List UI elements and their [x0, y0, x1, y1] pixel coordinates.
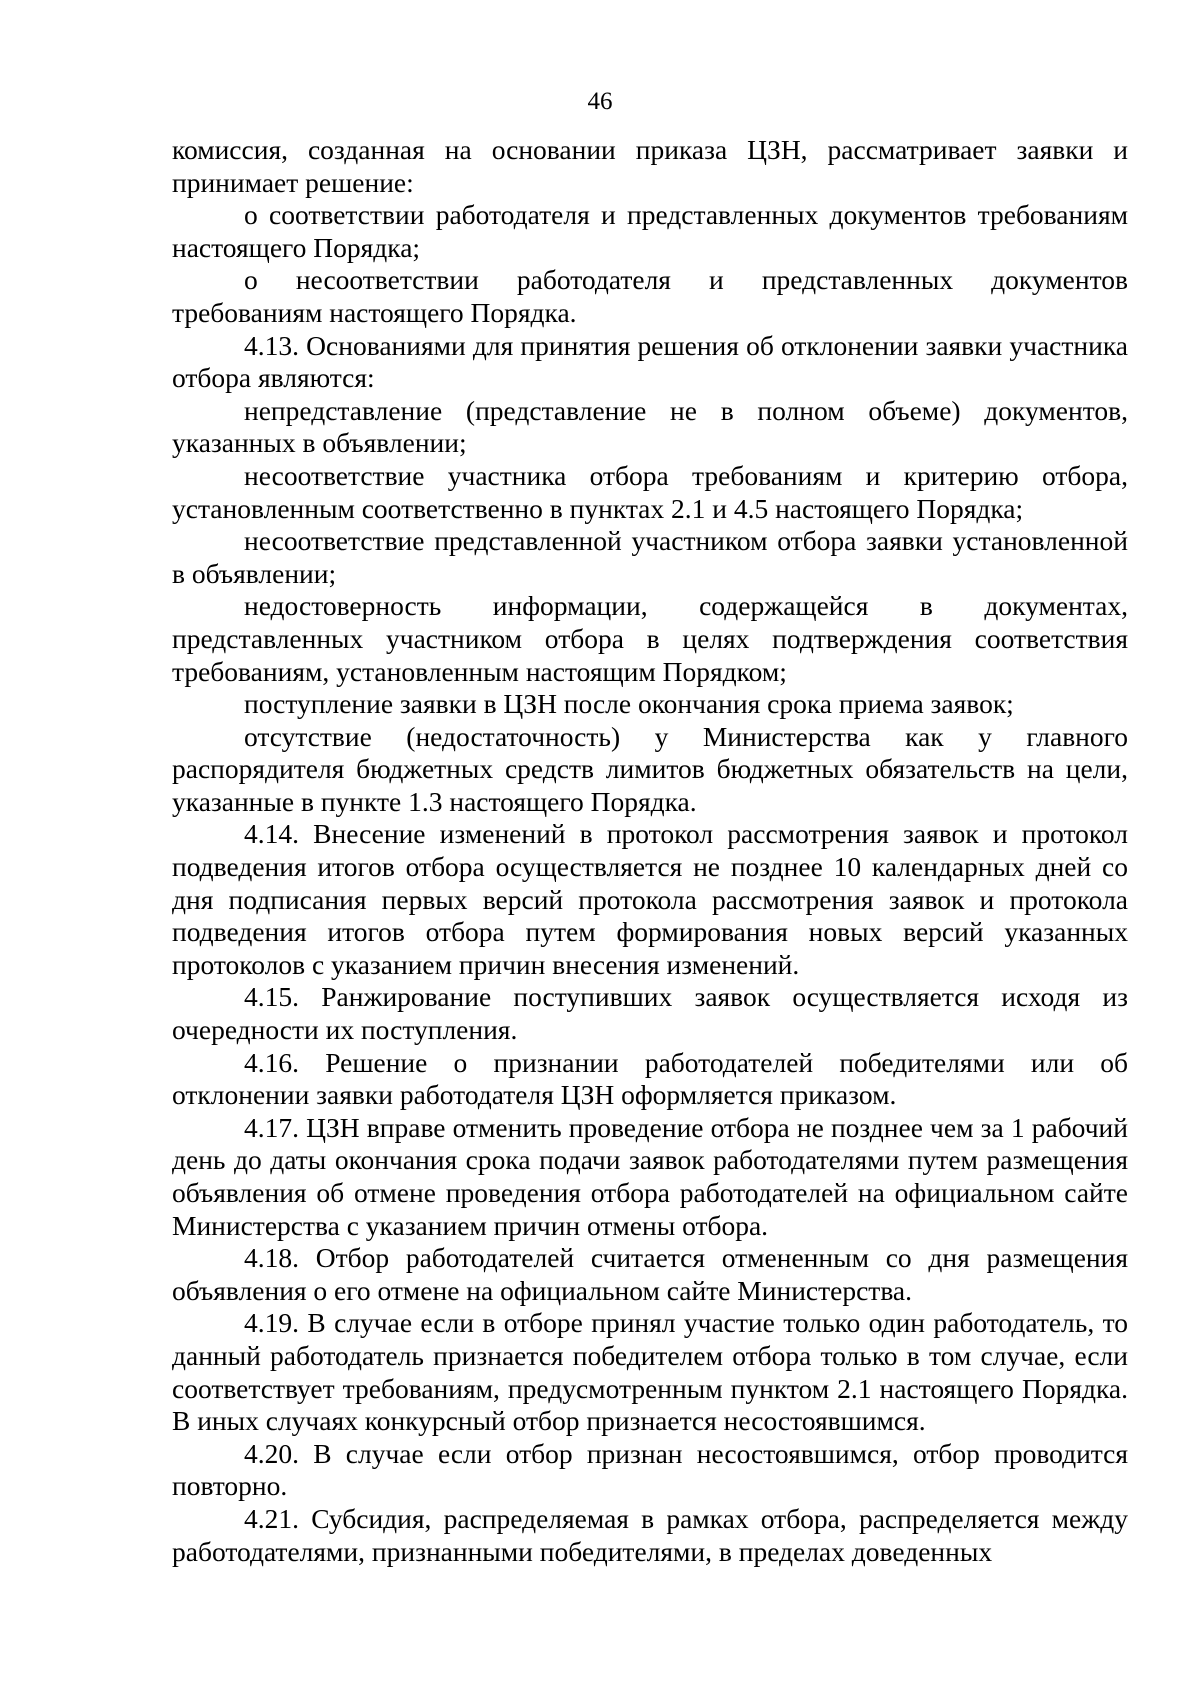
- paragraph: несоответствие участника отбора требованиям и критерию отбора, установленным соответственно в пунктах 2.1 и 4.5 настоящего Порядка;: [172, 459, 1128, 524]
- paragraph: 4.15. Ранжирование поступивших заявок осуществляется исходя из очередности их поступления.: [172, 981, 1128, 1046]
- paragraph: 4.16. Решение о признании работодателей победителями или об отклонении заявки работодателя ЦЗН оформляется приказом.: [172, 1046, 1128, 1111]
- paragraph: непредставление (представление не в полном объеме) документов, указанных в объявлении;: [172, 394, 1128, 459]
- paragraph: отсутствие (недостаточность) у Министерства как у главного распорядителя бюджетных средств лимитов бюджетных обязательств на цели, указанные в пункте 1.3 настоящего Порядка.: [172, 720, 1128, 817]
- paragraph: 4.13. Основаниями для принятия решения об отклонении заявки участника отбора являются:: [172, 329, 1128, 394]
- paragraph: комиссия, созданная на основании приказа ЦЗН, рассматривает заявки и принимает решение:: [172, 134, 1128, 198]
- paragraph: 4.18. Отбор работодателей считается отмененным со дня размещения объявления о его отмене на официальном сайте Министерства.: [172, 1242, 1128, 1306]
- paragraph: о соответствии работодателя и представленных документов требованиям настоящего Порядка;: [172, 199, 1128, 263]
- paragraph: недостоверность информации, содержащейся в документах, представленных участником отбора в целях подтверждения соответствия требованиям, установленным настоящим Порядком;: [172, 590, 1128, 687]
- paragraph: 4.21. Субсидия, распределяемая в рамках отбора, распределяется между работодателями, признанными победителями, в пределах доведенных: [172, 1502, 1128, 1567]
- page-number: 46: [587, 88, 613, 115]
- paragraph: о несоответствии работодателя и представленных документов требованиям настоящего Порядка.: [172, 264, 1128, 328]
- paragraph: 4.20. В случае если отбор признан несостоявшимся, отбор проводится повторно.: [172, 1437, 1128, 1502]
- paragraph: 4.17. ЦЗН вправе отменить проведение отбора не позднее чем за 1 рабочий день до даты окончания срока подачи заявок работодателями путем размещения объявления об отмене проведения отбора работодателей на официальном сайте Министерства с указанием причин отмены отбора.: [172, 1111, 1128, 1241]
- paragraph: 4.14. Внесение изменений в протокол рассмотрения заявок и протокол подведения итогов отбора осуществляется не позднее 10 календарных дней со дня подписания первых версий протокола рассмотрения заявок и протокола подведения итогов отбора путем формирования новых версий указанных протоколов с указанием причин внесения изменений.: [172, 818, 1128, 980]
- document-body: [172, 134, 1128, 1568]
- paragraph: несоответствие представленной участником отбора заявки установленной в объявлении;: [172, 525, 1128, 589]
- paragraph: 4.19. В случае если в отборе принял участие только один работодатель, то данный работодатель признается победителем отбора только в том случае, если соответствует требованиям, предусмотренным пунктом 2.1 настоящего Порядка. В иных случаях конкурсный отбор признается несостоявшимся.: [172, 1307, 1128, 1437]
- paragraph: поступление заявки в ЦЗН после окончания срока приема заявок;: [244, 688, 1014, 720]
